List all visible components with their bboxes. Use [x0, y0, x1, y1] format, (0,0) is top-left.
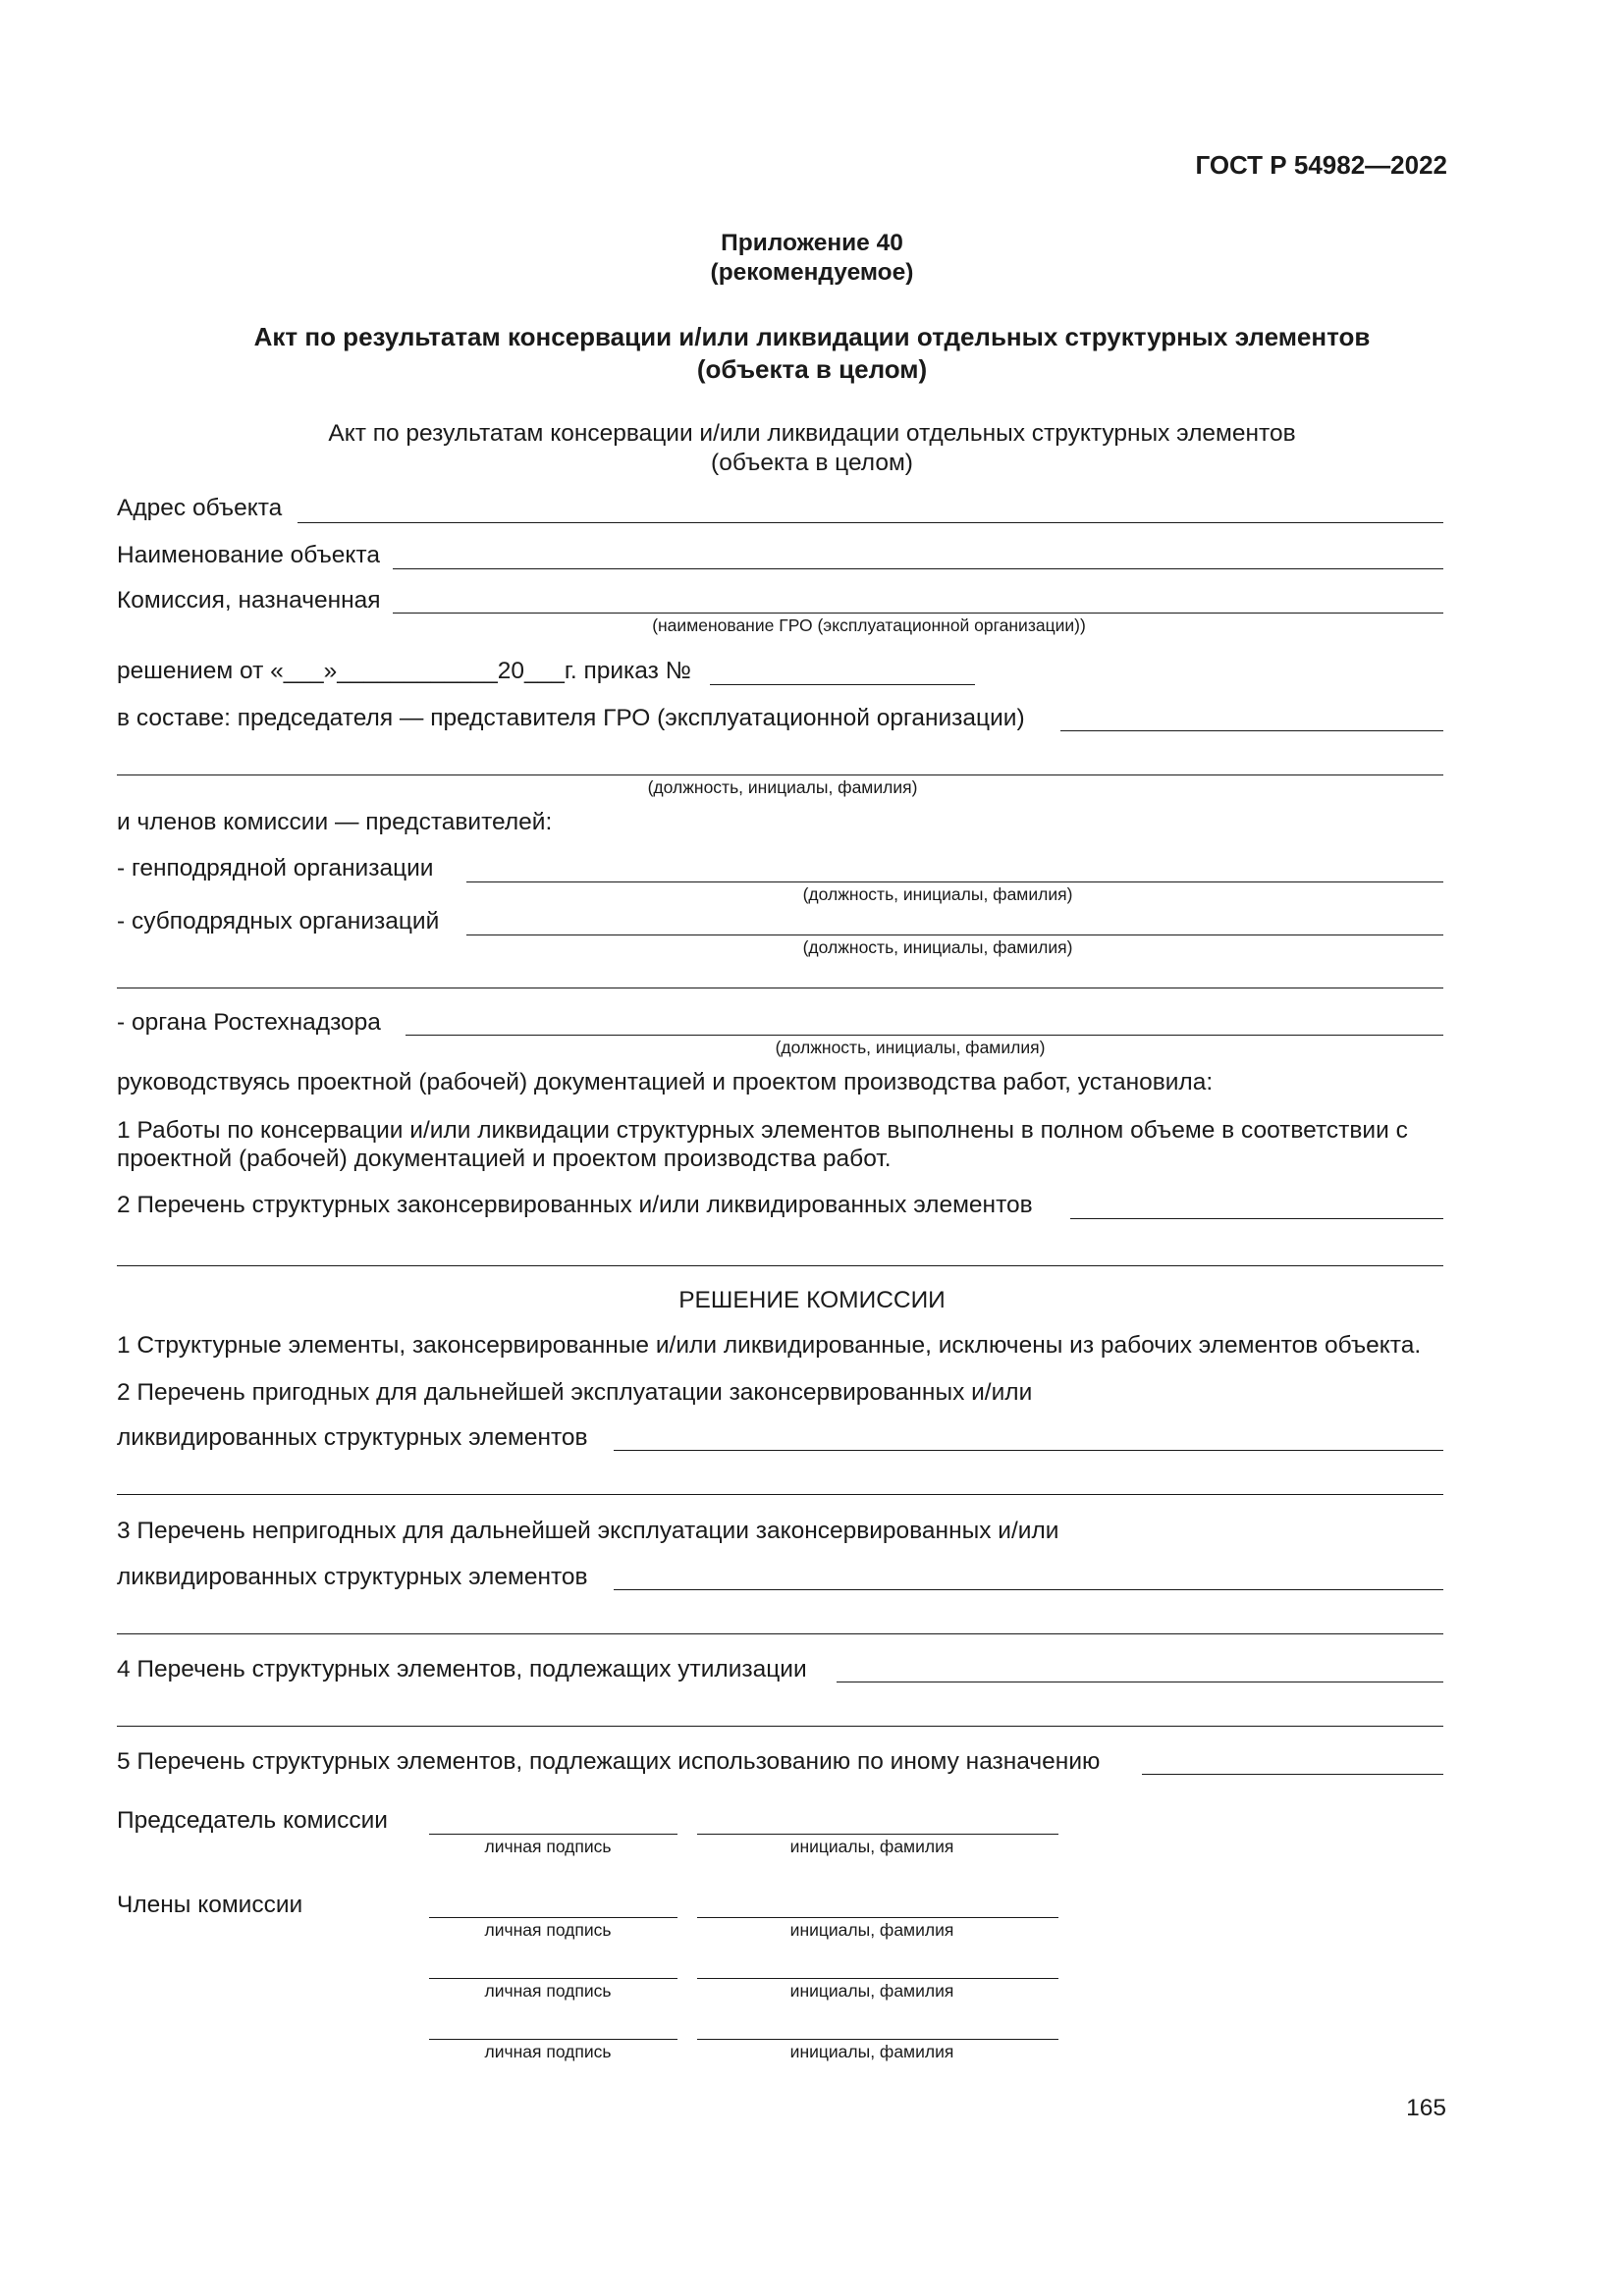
general-contractor-label: - генподрядной организации [117, 855, 434, 881]
standard-code: ГОСТ Р 54982—2022 [1195, 150, 1447, 180]
member2-name-field[interactable] [697, 1978, 1058, 1979]
rostekhnadzor-field[interactable] [406, 1035, 1443, 1036]
decision-item4: 4 Перечень структурных элементов, подлежащих утилизации [117, 1656, 807, 1682]
object-name-label: Наименование объекта [117, 542, 380, 568]
decision-item3-field[interactable] [614, 1589, 1443, 1590]
decision-date-label: решением от «___»____________20___г. приказ № [117, 658, 691, 684]
member3-signature-field[interactable] [429, 2039, 677, 2040]
decision-item2-line2: ликвидированных структурных элементов [117, 1424, 588, 1451]
commission-label: Комиссия, назначенная [117, 587, 381, 614]
decision-heading: РЕШЕНИЕ КОМИССИИ [678, 1287, 946, 1313]
decision-item3-field-continued[interactable] [117, 1633, 1443, 1634]
address-label: Адрес объекта [117, 495, 283, 521]
decision-item3-line2: ликвидированных структурных элементов [117, 1564, 588, 1590]
member3-name-field[interactable] [697, 2039, 1058, 2040]
item1-line2: проектной (рабочей) документацией и проектом производства работ. [117, 1146, 892, 1172]
subcontractors-caption: (должность, инициалы, фамилия) [802, 937, 1073, 957]
item1-line1: 1 Работы по консервации и/или ликвидации структурных элементов выполнены в полном объеме в соответствии с [117, 1117, 1408, 1144]
member1-name-field[interactable] [697, 1917, 1058, 1918]
guided-text: руководствуясь проектной (рабочей) документацией и проектом производства работ, установила: [117, 1069, 1214, 1095]
chairman-label: в составе: председателя — представителя ГРО (эксплуатационной организации) [117, 705, 1025, 731]
address-field[interactable] [298, 522, 1443, 523]
document-title-line2: (объекта в целом) [696, 354, 928, 384]
form-title-line2: (объекта в целом) [711, 450, 913, 476]
chairman-signature-label: Председатель комиссии [117, 1807, 388, 1834]
order-number-field[interactable] [710, 684, 975, 685]
general-contractor-caption: (должность, инициалы, фамилия) [802, 884, 1073, 904]
member1-signature-caption: личная подпись [484, 1920, 612, 1940]
subcontractors-field[interactable] [466, 934, 1443, 935]
member3-name-caption: инициалы, фамилия [789, 2042, 954, 2061]
member2-name-caption: инициалы, фамилия [789, 1981, 954, 2001]
decision-item5: 5 Перечень структурных элементов, подлежащих использованию по иному назначению [117, 1748, 1101, 1775]
chairman-name-field[interactable] [697, 1834, 1058, 1835]
decision-item2-line1: 2 Перечень пригодных для дальнейшей эксплуатации законсервированных и/или [117, 1379, 1033, 1406]
decision-item2-field[interactable] [614, 1450, 1443, 1451]
chairman-signature-field[interactable] [429, 1834, 677, 1835]
members-intro: и членов комиссии — представителей: [117, 809, 553, 835]
member1-signature-field[interactable] [429, 1917, 677, 1918]
chairman-field-continued[interactable] [117, 774, 1443, 775]
item2-label: 2 Перечень структурных законсервированных и/или ликвидированных элементов [117, 1192, 1033, 1218]
decision-item2-field-continued[interactable] [117, 1494, 1443, 1495]
chairman-signature-caption: личная подпись [484, 1837, 612, 1856]
member2-signature-field[interactable] [429, 1978, 677, 1979]
form-title-line1: Акт по результатам консервации и/или ликвидации отдельных структурных элементов [328, 420, 1296, 447]
general-contractor-field[interactable] [466, 881, 1443, 882]
members-signature-label: Члены комиссии [117, 1892, 303, 1918]
commission-field[interactable] [393, 613, 1443, 614]
appendix-number: Приложение 40 [721, 230, 903, 256]
page-number: 165 [1406, 2095, 1446, 2121]
decision-item5-field[interactable] [1142, 1774, 1443, 1775]
chairman-caption: (должность, инициалы, фамилия) [647, 777, 918, 797]
appendix-kind: (рекомендуемое) [710, 259, 914, 286]
object-name-field[interactable] [393, 568, 1443, 569]
decision-item1: 1 Структурные элементы, законсервированные и/или ликвидированные, исключены из рабочих элементов объекта. [117, 1332, 1422, 1359]
commission-caption: (наименование ГРО (эксплуатационной организации)) [652, 615, 1086, 635]
decision-item3-line1: 3 Перечень непригодных для дальнейшей эксплуатации законсервированных и/или [117, 1518, 1059, 1544]
subcontractors-label: - субподрядных организаций [117, 908, 440, 934]
item2-field[interactable] [1070, 1218, 1443, 1219]
chairman-name-caption: инициалы, фамилия [789, 1837, 954, 1856]
document-title-line1: Акт по результатам консервации и/или ликвидации отдельных структурных элементов [253, 322, 1371, 351]
item2-field-continued[interactable] [117, 1265, 1443, 1266]
member3-signature-caption: личная подпись [484, 2042, 612, 2061]
rostekhnadzor-label: - органа Ростехнадзора [117, 1009, 381, 1036]
decision-item4-field-continued[interactable] [117, 1726, 1443, 1727]
chairman-field[interactable] [1060, 730, 1443, 731]
member2-signature-caption: личная подпись [484, 1981, 612, 2001]
member1-name-caption: инициалы, фамилия [789, 1920, 954, 1940]
rostekhnadzor-caption: (должность, инициалы, фамилия) [775, 1038, 1046, 1057]
